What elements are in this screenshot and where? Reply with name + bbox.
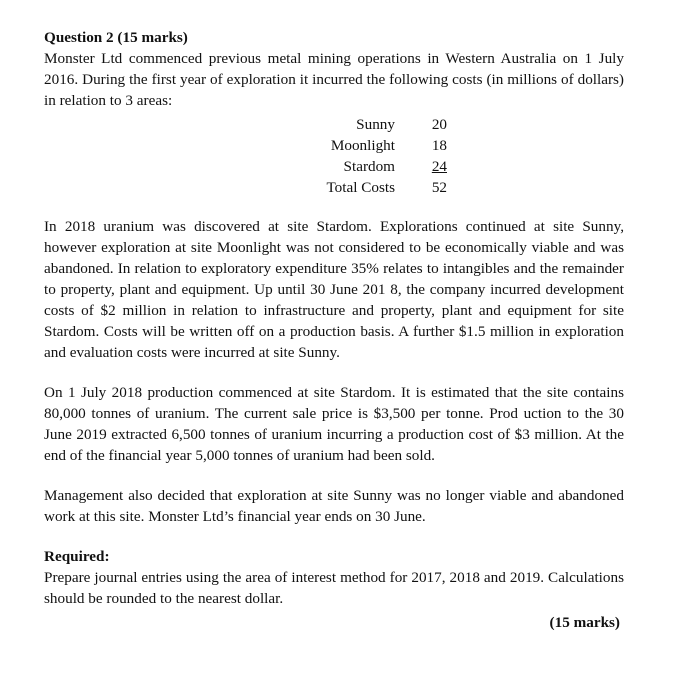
row-value: 20 — [431, 116, 447, 133]
required-text: Prepare journal entries using the area of interest method for 2017, 2018 and 2019. Calculations should be rounded to the nearest dollar. — [44, 569, 624, 607]
row-value: 18 — [431, 137, 447, 154]
costs-table — [265, 114, 447, 198]
required-heading: Required: — [44, 548, 110, 565]
intro-paragraph: Monster Ltd commenced previous metal mining operations in Western Australia on 1 July 2016. During the first year of exploration it incurred the following costs (in millions of dollars) in relation to 3 areas: — [44, 50, 624, 109]
question-body — [44, 27, 624, 633]
row-label: Sunny — [356, 116, 395, 133]
costs-row-stardom — [265, 156, 447, 177]
costs-row-total — [265, 177, 447, 198]
row-label: Total Costs — [326, 179, 395, 196]
marks-label: (15 marks) — [549, 614, 620, 631]
row-value: 52 — [431, 179, 447, 196]
row-value: 24 — [431, 158, 447, 175]
costs-row-moonlight — [265, 135, 447, 156]
uranium-discovery-paragraph: In 2018 uranium was discovered at site Stardom. Explorations continued at site Sunny, however exploration at site Moonlight was not considered to be economically viable and was abandoned. In relation to exploratory expenditure 35% relates to intangibles and the remainder to property, plant and equipment. Up until 30 June 201 8, the company incurred development costs of $2 million in relation to infrastructure and property, plant and equipment for site Stardom. Costs will be written off on a production basis. A further $1.5 million in exploration and evaluation costs were incurred at site Sunny. — [44, 218, 624, 361]
production-paragraph: On 1 July 2018 production commenced at site Stardom. It is estimated that the site contains 80,000 tonnes of uranium. The current sale price is $3,500 per tonne. Prod uction to the 30 June 2019 extracted 6,500 tonnes of uranium incurring a production cost of $3 million. At the end of the financial year 5,000 tonnes of uranium had been sold. — [44, 384, 624, 464]
question-title: Question 2 (15 marks) — [44, 29, 188, 46]
management-paragraph: Management also decided that exploration at site Sunny was no longer viable and abandoned work at this site. Monster Ltd’s financial year ends on 30 June. — [44, 487, 624, 525]
costs-row-sunny — [265, 114, 447, 135]
row-label: Moonlight — [330, 137, 395, 154]
row-label: Stardom — [343, 158, 395, 175]
